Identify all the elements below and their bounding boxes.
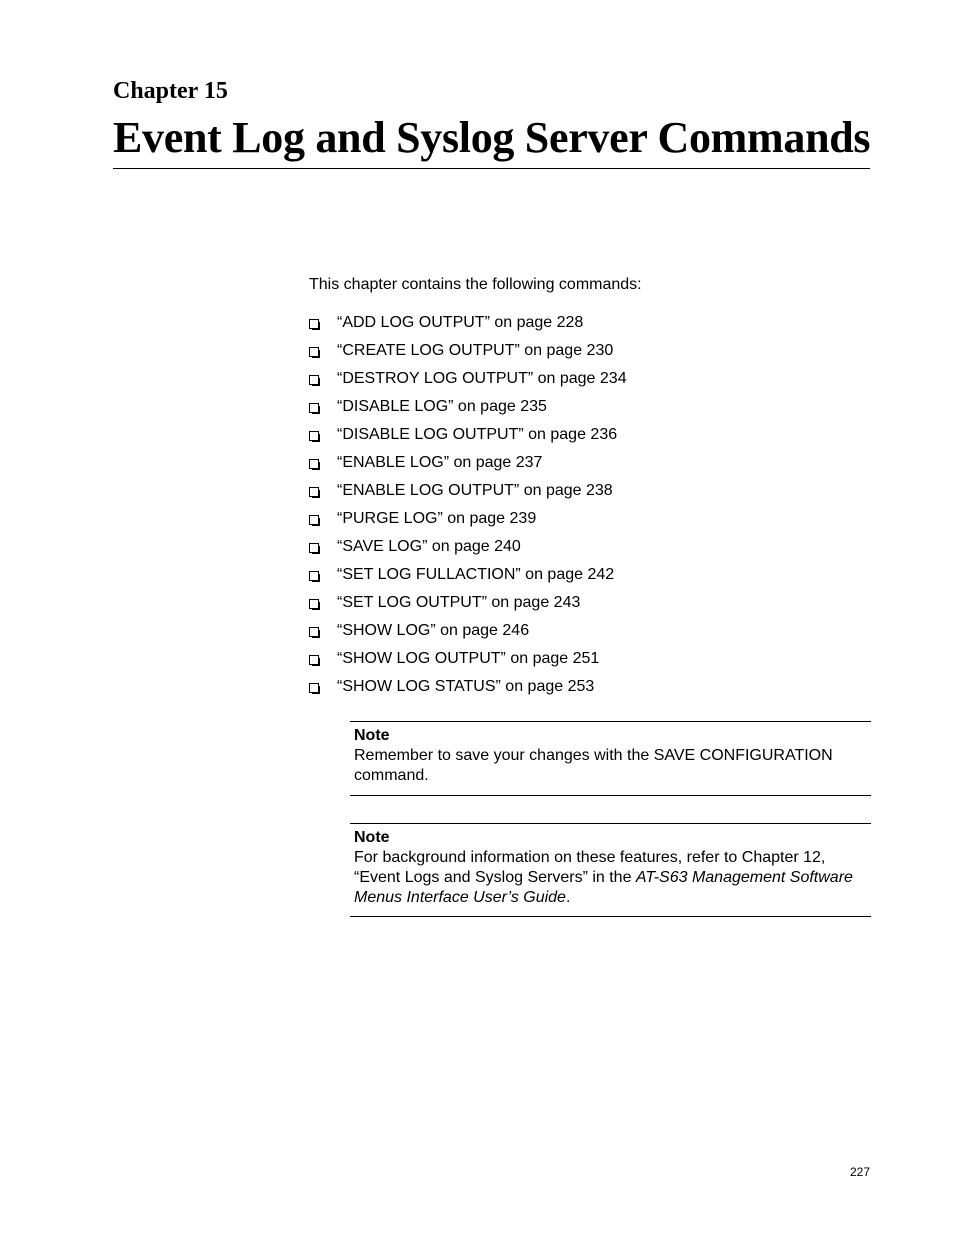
command-link[interactable]: “ADD LOG OUTPUT” on page 228: [337, 314, 584, 331]
checkbox-bullet-icon: [309, 543, 319, 553]
command-link[interactable]: “SHOW LOG OUTPUT” on page 251: [337, 650, 600, 667]
chapter-label: Chapter 15: [113, 78, 228, 104]
checkbox-bullet-icon: [309, 347, 319, 357]
checkbox-bullet-icon: [309, 459, 319, 469]
list-item[interactable]: [309, 426, 627, 454]
title-divider: [113, 168, 870, 169]
note-background-info: [350, 823, 871, 917]
note-text-start: For background information on these features, refer to Chapter 12, “Event Logs and Syslog Servers” in the: [354, 849, 826, 886]
command-link[interactable]: “SET LOG OUTPUT” on page 243: [337, 594, 581, 611]
command-link[interactable]: “SAVE LOG” on page 240: [337, 538, 521, 555]
checkbox-bullet-icon: [309, 403, 319, 413]
list-item[interactable]: [309, 538, 627, 566]
checkbox-bullet-icon: [309, 571, 319, 581]
checkbox-bullet-icon: [309, 319, 319, 329]
command-link[interactable]: “DESTROY LOG OUTPUT” on page 234: [337, 370, 627, 387]
checkbox-bullet-icon: [309, 487, 319, 497]
command-link[interactable]: “DISABLE LOG OUTPUT” on page 236: [337, 426, 618, 443]
command-link[interactable]: “SHOW LOG” on page 246: [337, 622, 530, 639]
note-heading: Note: [354, 727, 390, 744]
note-heading: Note: [354, 829, 390, 846]
list-item[interactable]: [309, 650, 627, 678]
command-link[interactable]: “ENABLE LOG OUTPUT” on page 238: [337, 482, 613, 499]
command-link[interactable]: “ENABLE LOG” on page 237: [337, 454, 543, 471]
checkbox-bullet-icon: [309, 683, 319, 693]
list-item[interactable]: [309, 678, 627, 706]
note-text: Remember to save your changes with the SAVE CONFIGURATION command.: [354, 747, 833, 784]
checkbox-bullet-icon: [309, 655, 319, 665]
command-link[interactable]: “SHOW LOG STATUS” on page 253: [337, 678, 595, 695]
list-item[interactable]: [309, 454, 627, 482]
list-item[interactable]: [309, 370, 627, 398]
checkbox-bullet-icon: [309, 431, 319, 441]
note-text-end: .: [565, 889, 571, 906]
note-save-config: [350, 721, 871, 796]
list-item[interactable]: [309, 342, 627, 370]
checkbox-bullet-icon: [309, 599, 319, 609]
list-item[interactable]: [309, 510, 627, 538]
list-item[interactable]: [309, 594, 627, 622]
page-title: Event Log and Syslog Server Commands: [113, 113, 871, 162]
page-number: 227: [850, 1165, 871, 1179]
command-link[interactable]: “DISABLE LOG” on page 235: [337, 398, 547, 415]
list-item[interactable]: [309, 622, 627, 650]
checkbox-bullet-icon: [309, 627, 319, 637]
list-item[interactable]: [309, 566, 627, 594]
command-link[interactable]: “CREATE LOG OUTPUT” on page 230: [337, 342, 614, 359]
guide-title: AT-S63 Management Software Menus Interface User’s Guide: [354, 869, 853, 906]
list-item[interactable]: [309, 482, 627, 510]
command-list: [309, 314, 627, 706]
checkbox-bullet-icon: [309, 375, 319, 385]
command-link[interactable]: “PURGE LOG” on page 239: [337, 510, 537, 527]
note-text: [354, 848, 871, 908]
checkbox-bullet-icon: [309, 515, 319, 525]
list-item[interactable]: [309, 314, 627, 342]
intro-text: This chapter contains the following commands:: [309, 276, 642, 293]
command-link[interactable]: “SET LOG FULLACTION” on page 242: [337, 566, 615, 583]
list-item[interactable]: [309, 398, 627, 426]
